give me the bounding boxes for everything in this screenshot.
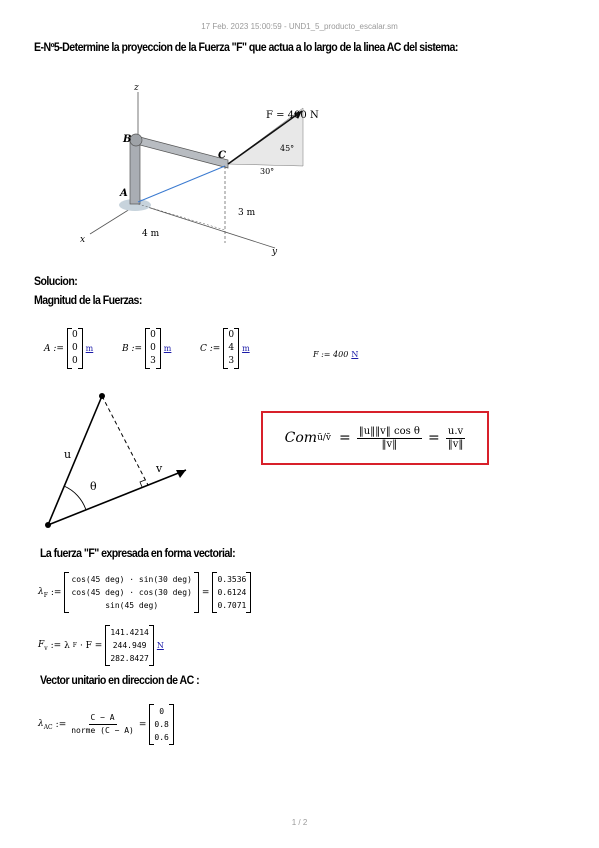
v-label: v [156, 462, 163, 475]
axis-z-label: z [134, 83, 139, 93]
vector-c: C := 0 4 3 m [200, 328, 250, 369]
u-label: u [64, 448, 72, 461]
angle-45: 45° [280, 144, 295, 153]
magnitud-heading: Magnitud de la Fuerzas: [34, 295, 142, 307]
theta-label: θ [90, 480, 97, 493]
fuerza-vectorial-heading: La fuerza "F" expresada en forma vectorial: [40, 548, 236, 560]
formula-com: Com [284, 430, 318, 446]
axis-x-label: x [80, 235, 86, 245]
elbow-joint [130, 134, 142, 146]
fv-equation: $F_v$ := λ F · F = 141.4214 244.949 282.8427 N [38, 625, 164, 666]
projection-formula: Com ū/v̄ = $\frac{\text{‖u‖‖v‖ cos θ}}{‖v‖}$ = $\frac{u.v}{‖v‖}$ [261, 411, 489, 465]
theta-arc [64, 486, 86, 510]
line-ac [138, 166, 225, 202]
vector-u-line [48, 396, 102, 525]
vertical-pipe [130, 138, 140, 204]
lambda-ac-equation: $\lambda_{AC}$ := $\frac{C - A}{\text{norme (C − A)}}$ = 0 0.8 0.6 [38, 704, 174, 745]
vector-b-label: B := [122, 343, 143, 354]
page-header: 17 Feb. 2023 15:00:59 - UND1_5_producto_escalar.sm [201, 22, 398, 31]
point-a: A [120, 188, 128, 199]
page-number: 1 / 2 [291, 818, 308, 827]
vector-a-label: A := [44, 343, 64, 354]
dim-4m: 4 m [142, 229, 160, 239]
point-c: C [218, 150, 226, 161]
problem-title: E-Nº5-Determine la proyeccion de la Fuerza "F" que actua a lo largo de la linea AC del sistema: [34, 42, 458, 54]
axis-y-label: y [272, 247, 278, 257]
vector-unitario-heading: Vector unitario en direccion de AC : [40, 675, 200, 687]
force-label: F = 400 N [266, 110, 319, 121]
pipe-diagram [70, 78, 330, 263]
projection-line [102, 396, 148, 485]
vector-a: A := 0 0 0 m [44, 328, 93, 369]
solucion-heading: Solucion: [34, 276, 78, 288]
vector-c-label: C := [200, 343, 221, 354]
vector-b: B := 0 0 3 m [122, 328, 171, 369]
force-magnitude: F := 400 N [313, 350, 359, 359]
lambda-f-equation: $\lambda_F$ := cos(45 deg) · sin(30 deg) cos(45 deg) · cos(30 deg) sin(45 deg) = 0.3536 0.6124 0.7071 [38, 572, 251, 613]
projection-diagram [40, 388, 200, 530]
dim-3m: 3 m [238, 208, 256, 218]
point-b: B [123, 134, 132, 145]
vector-v-line [48, 470, 186, 525]
horizontal-pipe [136, 136, 228, 168]
angle-30: 30° [260, 167, 275, 176]
